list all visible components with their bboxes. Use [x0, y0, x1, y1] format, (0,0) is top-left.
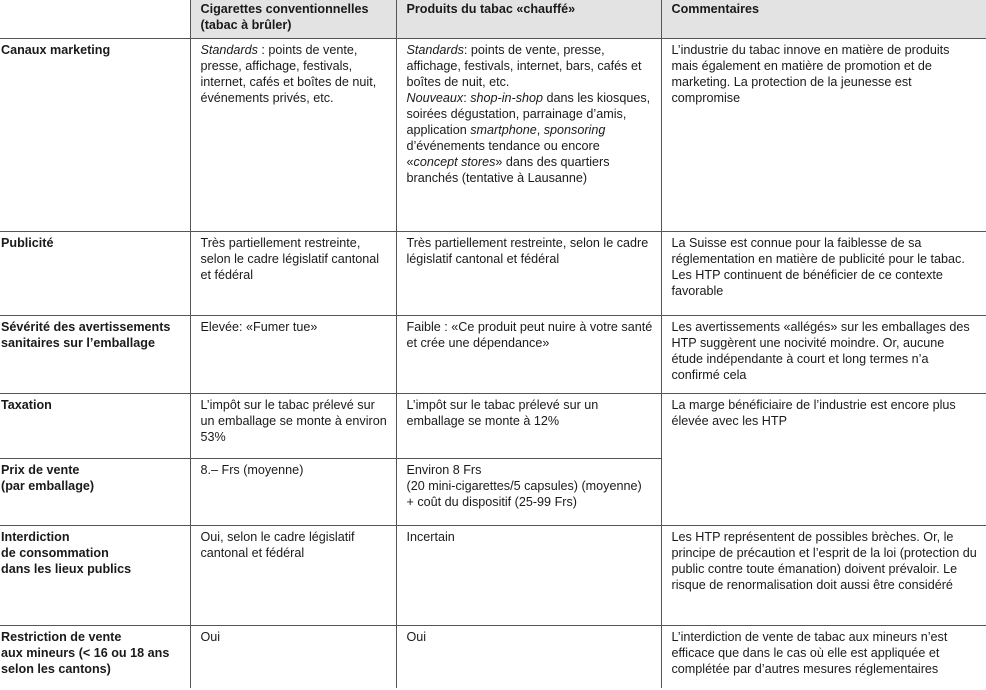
header-comments: Commentaires — [661, 0, 986, 39]
row-label: Taxation — [0, 394, 190, 459]
row-label-line: Prix de vente — [1, 463, 80, 477]
cell-line: Environ 8 Frs — [406, 463, 482, 477]
cell-comment: Les avertissements «allégés» sur les emballages des HTP suggèrent une nocivité moindre. Or, aucune étude indépendante à court et long termes n’a confirmé cela — [661, 316, 986, 394]
row-label — [0, 626, 190, 688]
cell-htp: Très partiellement restreinte, selon le cadre législatif cantonal et fédéral — [396, 232, 661, 316]
italic-term: Nouveaux — [406, 91, 464, 105]
header-cigarettes — [190, 0, 396, 39]
italic-term: Standards — [406, 43, 464, 57]
table-row-canaux — [0, 39, 986, 232]
cell-text: » dans des quartiers branchés (tentative à Lausanne) — [406, 155, 610, 185]
header-row — [0, 0, 986, 39]
header-empty-cell — [0, 0, 190, 39]
italic-term: concept stores — [413, 155, 496, 169]
cell-text: : points de vente, presse, affichage, festivals, internet, cafés et boîtes de nuit, événements privés, etc. — [200, 43, 377, 105]
row-label-line: Restriction de vente — [1, 630, 122, 644]
table-row-publicite — [0, 232, 986, 316]
cell-comment: La Suisse est connue pour la faiblesse de sa réglementation en matière de publicité pour le tabac. Les HTP continuent de bénéficier de ce contexte favorable — [661, 232, 986, 316]
cell-htp: L’impôt sur le tabac prélevé sur un emballage se monte à 12% — [396, 394, 661, 459]
row-label: Publicité — [0, 232, 190, 316]
cell-text: , — [536, 123, 544, 137]
cell-comment: L’industrie du tabac innove en matière de produits mais également en matière de promotion et de marketing. La protection de la jeunesse est compromise — [661, 39, 986, 232]
header-htp: Produits du tabac «chauffé» — [396, 0, 661, 39]
cell-comment: L’interdiction de vente de tabac aux mineurs n’est efficace que dans le cas où elle est appliquée et complétée par d’autres mesures réglementaires — [661, 626, 986, 688]
italic-term: Standards — [200, 43, 258, 57]
cell-htp: Faible : «Ce produit peut nuire à votre santé et crée une dépendance» — [396, 316, 661, 394]
cell-comment: Les HTP représentent de possibles brèches. Or, le principe de précaution et l’esprit de la loi (protection du public contre toute émanation) doivent prévaloir. Le risque de renormalisation doit aussi être considéré — [661, 526, 986, 626]
cell-htp: Incertain — [396, 526, 661, 626]
row-label-line: dans les lieux publics — [1, 562, 132, 576]
cell-text: dans les kiosques, soirées dégustation, parrainage d’amis, application — [406, 91, 651, 137]
row-label-line: Interdiction — [1, 530, 70, 544]
row-label-line: de consommation — [1, 546, 109, 560]
cell-comment: La marge bénéficiaire de l’industrie est encore plus élevée avec les HTP — [661, 394, 986, 526]
header-cigarettes-line1: Cigarettes conventionnelles — [200, 2, 369, 16]
cell-cigarettes: Oui — [190, 626, 396, 688]
row-label-line: selon les cantons) — [1, 662, 111, 676]
row-label — [0, 459, 190, 526]
table-row-severite — [0, 316, 986, 394]
cell-cigarettes: Très partiellement restreinte, selon le cadre législatif cantonal et fédéral — [190, 232, 396, 316]
italic-term: smartphone — [470, 123, 537, 137]
cell-line: (20 mini-cigarettes/5 capsules) (moyenne) — [406, 479, 642, 493]
header-cigarettes-line2: (tabac à brûler) — [200, 18, 292, 32]
italic-term: sponsoring — [543, 123, 606, 137]
cell-htp — [396, 39, 661, 232]
italic-term: shop-in-shop — [470, 91, 544, 105]
row-label-line: (par emballage) — [1, 479, 95, 493]
table-row-taxation — [0, 394, 986, 459]
cell-text: d’événements tendance ou encore « — [406, 139, 600, 169]
row-label — [0, 526, 190, 626]
cell-htp — [396, 459, 661, 526]
cell-cigarettes: L’impôt sur le tabac prélevé sur un emballage se monte à environ 53% — [190, 394, 396, 459]
row-label-line: aux mineurs (< 16 ou 18 ans — [1, 646, 170, 660]
row-label: Sévérité des avertissements sanitaires sur l’emballage — [0, 316, 190, 394]
cell-cigarettes: Oui, selon le cadre législatif cantonal et fédéral — [190, 526, 396, 626]
cell-cigarettes: Elevée: «Fumer tue» — [190, 316, 396, 394]
cell-line: + coût du dispositif (25-99 Frs) — [406, 495, 577, 509]
cell-cigarettes: 8.– Frs (moyenne) — [190, 459, 396, 526]
table-row-interdiction — [0, 526, 986, 626]
cell-htp: Oui — [396, 626, 661, 688]
row-label: Canaux marketing — [0, 39, 190, 232]
cell-text: : points de vente, presse, affichage, festivals, internet, bars, cafés et boîtes de nuit, etc. — [406, 43, 642, 89]
cell-text: : — [463, 91, 471, 105]
cell-cigarettes — [190, 39, 396, 232]
table-row-restriction — [0, 626, 986, 688]
